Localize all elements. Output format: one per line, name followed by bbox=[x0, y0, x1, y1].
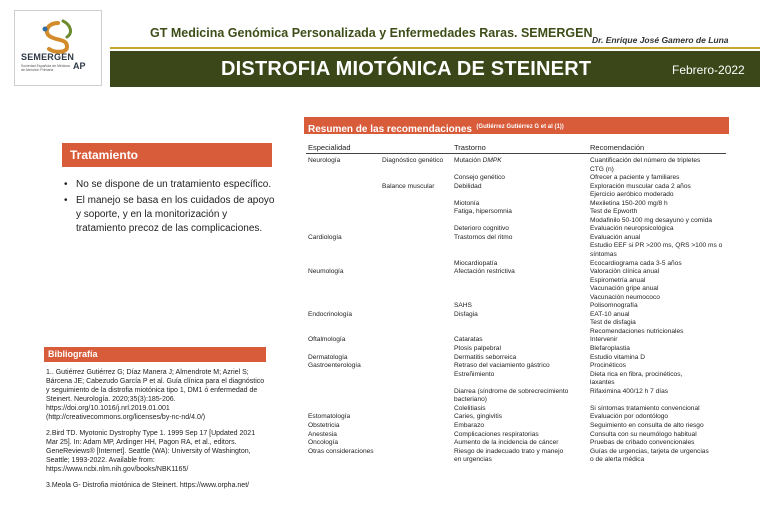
table-row bbox=[0, 439, 768, 448]
table-header-rule bbox=[306, 153, 726, 154]
cell-trastorno: SAHS bbox=[454, 302, 472, 310]
cell-especialidad: Cardiología bbox=[308, 233, 342, 241]
logo-swirl-icon bbox=[37, 19, 79, 55]
cell-trastorno: Embarazo bbox=[454, 421, 485, 429]
table-row bbox=[0, 311, 768, 320]
table-row bbox=[0, 268, 768, 277]
cell-recomendacion: o de alerta médica bbox=[590, 456, 645, 464]
cell-trastorno: Estreñimiento bbox=[454, 370, 495, 378]
cell-recomendacion: Vacunación gripe anual bbox=[590, 285, 659, 293]
table-row bbox=[0, 405, 768, 414]
bullet-icon: • bbox=[64, 195, 68, 206]
cell-trastorno: Trastornos del ritmo bbox=[454, 233, 513, 241]
table-row bbox=[0, 166, 768, 175]
recommendations-table bbox=[0, 157, 768, 465]
cell-recomendacion: Ecocardiograma cada 3-5 años bbox=[590, 259, 682, 267]
cell-trastorno: Dermatitis seborreica bbox=[454, 353, 517, 361]
tratamiento-item-text: No se dispone de un tratamiento específico. bbox=[76, 179, 272, 190]
cell-especialidad: Otras consideraciones bbox=[308, 447, 374, 455]
table-row bbox=[0, 225, 768, 234]
cell-trastorno: Retraso del vaciamiento gástrico bbox=[454, 362, 550, 370]
table-row bbox=[0, 208, 768, 217]
cell-recomendacion: Guías de urgencias, tarjeta de urgencias bbox=[590, 447, 709, 455]
table-row bbox=[0, 448, 768, 457]
resumen-heading bbox=[304, 117, 729, 134]
table-row bbox=[0, 456, 768, 465]
table-row bbox=[0, 362, 768, 371]
logo-name: SEMERGEN bbox=[21, 52, 75, 62]
table-row bbox=[0, 242, 768, 251]
cell-recomendacion: Evaluación anual bbox=[590, 233, 641, 241]
cell-especialidad: Gastroenterología bbox=[308, 362, 361, 370]
cell-especialidad: Neurología bbox=[308, 157, 341, 164]
table-row bbox=[0, 174, 768, 183]
cell-recomendacion: Evaluación neuropsicológica bbox=[590, 225, 674, 233]
program-title: GT Medicina Genómica Personalizada y Enfermedades Raras. SEMERGEN bbox=[150, 26, 593, 40]
tratamiento-item-text: El manejo se basa en los cuidados de apoyo y soporte, y en la monitorización y tratamiento precoz de las complicaciones. bbox=[76, 195, 275, 234]
cell-trastorno: Complicaciones respiratorias bbox=[454, 430, 539, 438]
cell-recomendacion: Test de Epworth bbox=[590, 208, 638, 216]
table-row bbox=[0, 294, 768, 303]
cell-recomendacion: Vacunación neumococo bbox=[590, 293, 660, 301]
table-row bbox=[0, 277, 768, 286]
tratamiento-heading: Tratamiento bbox=[62, 143, 272, 167]
cell-trastorno: Riesgo de inadecuado trato y manejo bbox=[454, 447, 564, 455]
publication-date: Febrero-2022 bbox=[672, 63, 745, 77]
reference-item: 3.Meola G- Distrofia miotónica de Steinert. https://www.orpha.net/ bbox=[46, 482, 250, 489]
bibliografia-heading: Bibliografía bbox=[44, 347, 266, 362]
cell-especialidad: Anestesia bbox=[308, 430, 337, 438]
resumen-title: Resumen de las recomendaciones bbox=[308, 124, 472, 135]
logo-suffix: AP bbox=[73, 61, 86, 71]
cell-recomendacion: Blefaroplastia bbox=[590, 345, 630, 353]
cell-especialidad: Dermatología bbox=[308, 353, 348, 361]
table-row bbox=[0, 260, 768, 269]
cell-trastorno: Diarrea (síndrome de sobrecrecimiento bbox=[454, 387, 569, 395]
cell-especialidad: Oftalmología bbox=[308, 336, 346, 344]
cell-trastorno: Aumento de la incidencia de cáncer bbox=[454, 439, 559, 447]
table-row bbox=[0, 431, 768, 440]
column-header-recomendacion: Recomendación bbox=[590, 143, 645, 152]
table-row bbox=[0, 302, 768, 311]
table-row bbox=[0, 234, 768, 243]
table-row bbox=[0, 354, 768, 363]
cell-trastorno: en urgencias bbox=[454, 456, 492, 464]
cell-especialidad: Oncología bbox=[308, 439, 339, 447]
cell-recomendacion: síntomas bbox=[590, 251, 617, 259]
table-row bbox=[0, 200, 768, 209]
cell-subarea: Diagnóstico genético bbox=[382, 157, 444, 164]
cell-recomendacion: Consulta con su neumólogo habitual bbox=[590, 430, 697, 438]
cell-recomendacion: Ofrecer a paciente y familiares bbox=[590, 174, 680, 182]
reference-item: 2.Bird TD. Myotonic Dystrophy Type 1. 1999 Sep 17 [Updated 2021 Mar 25]. In: Adam MP, Ardinger HH, Pagon RA, et al., editors. GeneReviews® [Internet]. Seattle (WA): University of Washington, Seattle; 1993-2022. Available from: https://www.ncbi.nlm.nih.gov/books/NBK1165/ bbox=[46, 430, 256, 473]
table-row bbox=[0, 336, 768, 345]
table-row bbox=[0, 319, 768, 328]
table-row bbox=[0, 157, 768, 166]
cell-recomendacion: Valoración clínica anual bbox=[590, 268, 660, 276]
cell-recomendacion: Recomendaciones nutricionales bbox=[590, 327, 684, 335]
cell-trastorno: Mutación DMPK bbox=[454, 157, 502, 164]
cell-recomendacion: Evaluación por odontólogo bbox=[590, 413, 669, 421]
cell-trastorno: Debilidad bbox=[454, 182, 482, 190]
semergen-logo bbox=[14, 10, 102, 86]
table-row bbox=[0, 422, 768, 431]
table-row bbox=[0, 191, 768, 200]
cell-recomendacion: EAT-10 anual bbox=[590, 310, 630, 318]
cell-recomendacion: Exploración muscular cada 2 años bbox=[590, 182, 691, 190]
cell-recomendacion: Cuantificación del número de tripletes bbox=[590, 157, 701, 164]
cell-recomendacion: laxantes bbox=[590, 379, 615, 387]
table-row bbox=[0, 396, 768, 405]
cell-recomendacion: Modafinilo 50-100 mg desayuno y comida bbox=[590, 216, 713, 224]
cell-recomendacion: Si síntomas tratamiento convencional bbox=[590, 404, 700, 412]
cell-trastorno: Ptosis palpebral bbox=[454, 345, 501, 353]
cell-especialidad: Endocrinología bbox=[308, 310, 352, 318]
cell-especialidad: Obstetricia bbox=[308, 421, 340, 429]
cell-trastorno: bacteriano) bbox=[454, 396, 487, 404]
cell-recomendacion: Intervenir bbox=[590, 336, 618, 344]
author-name: Dr. Enrique José Gamero de Luna bbox=[592, 35, 729, 45]
column-header-trastorno: Trastorno bbox=[454, 143, 486, 152]
column-header-especialidad: Especialidad bbox=[308, 143, 351, 152]
header-divider bbox=[110, 47, 760, 49]
reference-item: 1.. Gutiérrez Gutiérrez G; Díaz Manera J; Almendrote M; Azriel S; Bárcena JE; Cabezudo García P et al. Guía clínica para el diagnóstico y seguimiento de la distrofia miotónica tipo 1, DM1 ó enfermedad de Steinert. Neurología. 2020;35(3):185-206. https://doi.org/10.1016/j.nrl.2019.01.001 (http://creativecommons.org/licenses/by-nc-nd/4.0/) bbox=[46, 369, 265, 421]
table-row bbox=[0, 217, 768, 226]
cell-trastorno: Deterioro cognitivo bbox=[454, 225, 509, 233]
cell-trastorno: Consejo genético bbox=[454, 174, 505, 182]
cell-trastorno: Caries, gingivitis bbox=[454, 413, 503, 421]
cell-recomendacion: Dieta rica en fibra, procinéticos, bbox=[590, 370, 683, 378]
cell-especialidad: Neumología bbox=[308, 268, 344, 276]
table-row bbox=[0, 328, 768, 337]
cell-trastorno: Cataratas bbox=[454, 336, 483, 344]
table-row bbox=[0, 251, 768, 260]
logo-tagline: Sociedad Española de Médicos de Atención Primaria bbox=[21, 64, 71, 72]
resumen-citation: (Gutiérrez Gutiérrez G et al (1)) bbox=[476, 124, 564, 130]
cell-recomendacion: Ejercicio aeróbico moderado bbox=[590, 191, 674, 199]
cell-recomendacion: CTG (n) bbox=[590, 165, 614, 173]
cell-trastorno: Disfagia bbox=[454, 310, 478, 318]
bullet-icon: • bbox=[64, 179, 68, 190]
cell-recomendacion: Espirometría anual bbox=[590, 276, 646, 284]
cell-trastorno: Miocardiopatía bbox=[454, 259, 498, 267]
cell-recomendacion: Test de disfagia bbox=[590, 319, 636, 327]
cell-especialidad: Estomatología bbox=[308, 413, 351, 421]
cell-recomendacion: Polisomnografía bbox=[590, 302, 638, 310]
cell-recomendacion: Rifaximina 400/12 h 7 días bbox=[590, 387, 669, 395]
cell-recomendacion: Estudio vitamina D bbox=[590, 353, 645, 361]
cell-trastorno: Colelitiasis bbox=[454, 404, 486, 412]
cell-recomendacion: Procinéticos bbox=[590, 362, 626, 370]
gene-name: DMPK bbox=[482, 157, 502, 164]
cell-trastorno: Fatiga, hipersomnia bbox=[454, 208, 512, 216]
cell-trastorno: Afectación restrictiva bbox=[454, 268, 515, 276]
cell-subarea: Balance muscular bbox=[382, 182, 435, 190]
table-row bbox=[0, 413, 768, 422]
cell-recomendacion: Pruebas de cribado convencionales bbox=[590, 439, 695, 447]
cell-recomendacion: Seguimiento en consulta de alto riesgo bbox=[590, 421, 704, 429]
cell-recomendacion: Estudio EEF si PR >200 ms, QRS >100 ms o bbox=[590, 242, 723, 250]
page-title: DISTROFIA MIOTÓNICA DE STEINERT bbox=[221, 58, 592, 80]
table-row bbox=[0, 388, 768, 397]
table-row bbox=[0, 379, 768, 388]
table-row bbox=[0, 345, 768, 354]
table-row bbox=[0, 183, 768, 192]
table-row bbox=[0, 371, 768, 380]
cell-trastorno: Miotonía bbox=[454, 199, 480, 207]
table-row bbox=[0, 285, 768, 294]
cell-recomendacion: Mexiletina 150-200 mg/8 h bbox=[590, 199, 668, 207]
